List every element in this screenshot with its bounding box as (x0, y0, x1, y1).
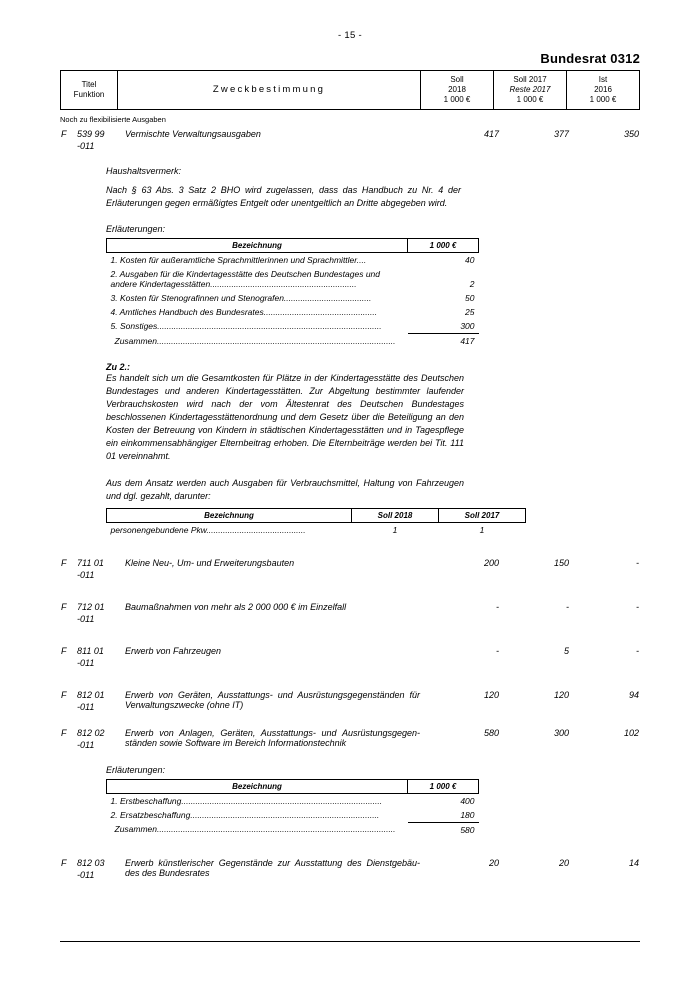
table-row (107, 808, 479, 823)
entry-ist-2016: 102 (623, 727, 639, 738)
inner-row-desc: 4. Amtliches Handbuch des Bundesrates................................................ (110, 307, 378, 318)
entry-ist-2016: - (636, 557, 639, 568)
table-row (107, 319, 479, 334)
inner-row-val: 50 (465, 293, 475, 304)
inner-row-val: 40 (465, 255, 475, 266)
erlaeuterungen-label-812: Erläuterungen: (106, 764, 166, 775)
entry-funktion: -011 (77, 739, 95, 750)
inner-row-desc: 5. Sonstiges............................................................................................... (110, 321, 382, 332)
footer-divider (60, 941, 640, 942)
inner-head-value: 1 000 € (408, 779, 479, 793)
header-soll-2018-l3: 1 000 € (443, 95, 471, 104)
entry-titel: 712 01 (77, 601, 105, 612)
inner-sum-label: Zusammen..................................................................................................... (114, 335, 396, 346)
entry-flex-marker: F (61, 645, 67, 656)
entry-description: Erwerb von Anlagen, Geräten, Ausstattungs- und Ausrüstungsgegen-ständen sowie Software im Bereich Informationstechnik (125, 727, 420, 748)
entry-row-539-99 (60, 128, 640, 152)
inner-row-desc: 2. Ausgaben für die Kindertagesstätte des Deutschen Bundestages und andere Kindertagesstätten.............................................................. (110, 269, 381, 290)
entry-soll-2018: 200 (483, 557, 499, 568)
erlaeuterungen-table-539 (106, 238, 479, 348)
inner-row-val: 400 (460, 795, 475, 806)
entry-description: Vermischte Verwaltungsausgaben (125, 129, 261, 139)
erlaeuterungen-label-539: Erläuterungen: (106, 224, 166, 235)
entry-funktion: -011 (77, 569, 95, 580)
entry-soll-2018: - (496, 645, 499, 656)
entry-funktion: -011 (77, 657, 95, 668)
document-title: Bundesrat 0312 (540, 51, 640, 66)
entry-soll-2018: 417 (483, 129, 499, 139)
inner-head-bezeichnung: Bezeichnung (107, 239, 408, 253)
inner-row-desc: 1. Kosten für außeramtliche Sprachmittlerinnen und Sprachmittler.... (110, 255, 367, 266)
table-row (107, 253, 479, 268)
header-ist-2016 (567, 71, 640, 110)
inner-sum-val: 580 (408, 822, 479, 837)
entry-row-812-03 (60, 857, 640, 881)
inner2-row-soll-2018: 1 (392, 524, 398, 535)
erlaeuterung-block-812-02 (106, 765, 640, 837)
entry-titel: 711 01 (77, 557, 104, 568)
inner-row-val: 180 (460, 809, 475, 820)
section-note: Noch zu flexibilisierte Ausgaben (60, 115, 166, 124)
inner-row-val: 2 (469, 279, 475, 290)
erlaeuterungen-table-812 (106, 779, 479, 837)
inner2-head-soll-2017: Soll 2017 (439, 508, 526, 522)
entry-description: Erwerb künstlerischer Gegenstände zur Ausstattung des Dienstgebäu-des des Bundesrates (125, 857, 420, 878)
header-soll-2017 (494, 71, 567, 110)
entry-row-811-01 (60, 645, 640, 669)
entry-row-812-01 (60, 689, 640, 713)
entry-ist-2016: - (636, 645, 639, 656)
entry-soll-2017: 20 (558, 857, 569, 868)
entry-flex-marker: F (61, 857, 67, 868)
header-zweckbestimmung-label: Zweckbestimmung (212, 84, 326, 96)
entry-description: Baumaßnahmen von mehr als 2 000 000 € im Einzelfall (125, 601, 347, 612)
entry-ist-2016: 350 (623, 129, 639, 139)
entry-description-cont (124, 140, 430, 152)
entry-titel: 812 03 (77, 857, 105, 868)
header-titel-funktion (61, 71, 118, 110)
header-zweckbestimmung (118, 71, 421, 110)
inner2-head-bezeichnung: Bezeichnung (107, 508, 352, 522)
entry-soll-2018: 580 (483, 727, 499, 738)
header-ist-2016-l2: 2016 (594, 85, 612, 94)
entry-row-712-01 (60, 601, 640, 625)
entry-funktion: -011 (77, 869, 95, 880)
header-soll-2017-l3: 1 000 € (516, 95, 544, 104)
entry-flex-marker: F (61, 727, 67, 738)
inner-row-desc: 3. Kosten für Stenografinnen und Stenografen..................................... (110, 293, 372, 304)
entry-soll-2017: 300 (553, 727, 569, 738)
inner-row-desc: 2. Ersatzbeschaffung................................................................................ (110, 809, 380, 820)
table-row (107, 522, 526, 537)
header-funktion-label: Funktion (73, 90, 105, 99)
entry-soll-2017: 120 (553, 689, 569, 700)
header-titel-label: Titel (81, 80, 97, 89)
inner-row-desc: 1. Erstbeschaffung..................................................................................... (110, 795, 383, 806)
entry-funktion: -011 (77, 613, 95, 624)
entry-funktion: -011 (77, 141, 95, 151)
table-row (107, 305, 479, 319)
entry-titel: 812 02 (77, 727, 105, 738)
entry-flex-marker: F (61, 689, 67, 700)
entry-soll-2018: 20 (488, 857, 499, 868)
entry-description: Erwerb von Fahrzeugen (125, 645, 222, 656)
header-reste-2017-l2: Reste 2017 (509, 85, 551, 94)
entry-funktion: -011 (77, 701, 95, 712)
inner-row-val: 300 (460, 321, 475, 332)
inner-head-value: 1 000 € (408, 239, 479, 253)
entry-soll-2018: 120 (483, 689, 499, 700)
column-header-table (60, 70, 640, 110)
header-soll-2018-l1: Soll (450, 75, 464, 84)
zu-2-heading: Zu 2.: (106, 362, 130, 373)
entry-titel: 539 99 (77, 129, 105, 139)
entry-ist-2016: - (636, 601, 639, 612)
entry-row-812-02 (60, 727, 640, 751)
header-ist-2016-l3: 1 000 € (589, 95, 617, 104)
inner2-head-soll-2018: Soll 2018 (352, 508, 439, 522)
entry-flex-marker: F (61, 557, 67, 568)
entry-ist-2016: 14 (628, 857, 639, 868)
inner-head-bezeichnung: Bezeichnung (107, 779, 408, 793)
entry-ist-2016: 94 (628, 689, 639, 700)
entry-soll-2018: - (496, 601, 499, 612)
table-row (107, 291, 479, 305)
entry-soll-2017: 150 (553, 557, 569, 568)
header-soll-2017-l1: Soll 2017 (513, 75, 547, 84)
table-row-sum (107, 822, 479, 837)
entry-flex-marker: F (61, 601, 67, 612)
inner-row-val: 25 (465, 307, 475, 318)
entry-spacer (60, 140, 76, 152)
page-number: - 15 - (338, 30, 362, 41)
header-soll-2018-l2: 2018 (448, 85, 466, 94)
inner-sum-val: 417 (408, 334, 479, 349)
entry-titel: 812 01 (77, 689, 105, 700)
header-soll-2018 (421, 71, 494, 110)
fahrzeug-text: Aus dem Ansatz werden auch Ausgaben für Verbrauchsmittel, Haltung von Fahrzeugen und dgl. gezahlt, darunter: (106, 478, 464, 502)
entry-flex-marker: F (61, 129, 67, 139)
entry-soll-2017: 5 (563, 645, 569, 656)
inner2-row-desc: personengebundene Pkw.......................................... (110, 524, 306, 535)
haushaltsvermerk-label: Haushaltsvermerk: (106, 166, 182, 176)
table-row-sum (107, 334, 479, 349)
entry-titel: 811 01 (77, 645, 104, 656)
entry-row-711-01 (60, 557, 640, 581)
entry-description: Erwerb von Geräten, Ausstattungs- und Ausrüstungsgegenständen für Verwaltungszwecke (ohne IT) (125, 689, 420, 710)
entry-description: Kleine Neu-, Um- und Erweiterungsbauten (125, 557, 295, 568)
table-row (107, 793, 479, 808)
haushaltsvermerk-text: Nach § 63 Abs. 3 Satz 2 BHO wird zugelassen, dass das Handbuch zu Nr. 4 der Erläuterungen gegen ermäßigtes Entgelt oder unentgeltlich an Dritte abgegeben wird. (106, 185, 461, 209)
inner2-row-soll-2017: 1 (479, 524, 485, 535)
fahrzeug-table (106, 508, 526, 537)
zu-2-text: Es handelt sich um die Gesamtkosten für Plätze in der Kindertagesstätte des Deutschen Bundestages und anderen Kindertagesstätten. Zur Abgeltung bestimmter laufender Verbrauchskosten wird nach der vom Ältestenrat des Deutschen Bundestages beschlossenen Kindertagesstättenordnung und dem Gesetz über die Beteiligung an den Kosten der Betreuung von Kindern in städtischen Kindertagesstätten und in Tagespflege ein einkommensabhängiger Elternbeitrag erhoben. Die Elternbeiträge werden bei Tit. 111 01 vereinnahmt. (106, 373, 464, 462)
erlaeuterung-block-539-99 (106, 166, 640, 537)
header-ist-2016-l1: Ist (598, 75, 608, 84)
inner-sum-label: Zusammen..................................................................................................... (114, 824, 396, 835)
table-row (107, 267, 479, 291)
entry-soll-2017: 377 (553, 129, 569, 139)
entry-soll-2017: - (566, 601, 569, 612)
